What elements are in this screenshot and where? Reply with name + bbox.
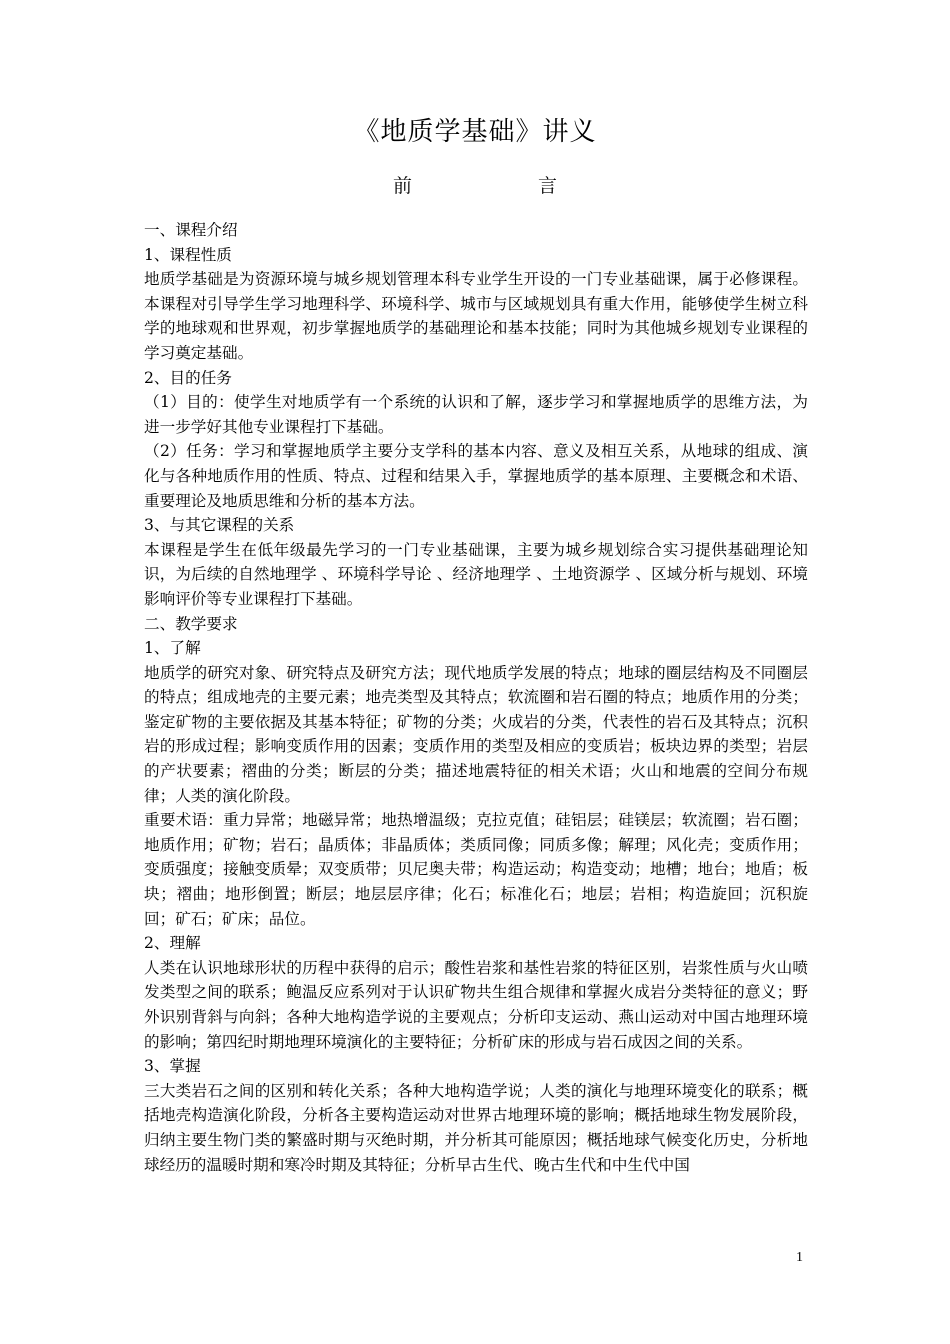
document-title: 《地质学基础》讲义 — [353, 117, 597, 147]
paragraph-master: 三大类岩石之间的区别和转化关系；各种大地构造学说；人类的演化与地理环境变化的联系；概括地壳构造演化阶段，分析各主要构造运动对世界古地理环境的影响；概括地球生物发展阶段，归纳主要生物门类的繁盛时期与灭绝时期，并分析其可能原因；概括地球气候变化历史，分析地球经历的温暖时期和寒冷时期及其特征；分析早古生代、晚古生代和中生代中国 — [144, 1081, 808, 1174]
paragraph-key-terms: 重要术语：重力异常；地磁异常；地热增温级；克拉克值；硅铝层；硅镁层；软流圈；岩石圈；地质作用；矿物；岩石；晶质体；非晶质体；类质同像；同质多像；解理；风化壳；变质作用；变质强度；接触变质晕；双变质带；贝尼奥夫带；构造运动；构造变动；地槽；地台；地盾；板块；褶曲；地形倒置；断层；地层层序律；化石；标准化石；地层；岩相；构造旋回；沉积旋回；矿石；矿床；品位。 — [144, 811, 808, 928]
section-heading-course-intro: 一、课程介绍 — [144, 221, 238, 239]
paragraph-task: （2）任务：学习和掌握地质学主要分支学科的基本内容、意义及相互关系，从地球的组成、演化与各种地质作用的性质、特点、过程和结果入手，掌握地质学的基本原理、主要概念和术语、重要理论及地质思维和分析的基本方法。 — [144, 442, 808, 510]
page-number: 1 — [796, 1250, 803, 1265]
paragraph-course-relations: 本课程是学生在低年级最先学习的一门专业基础课，主要为城乡规划综合实习提供基础理论知识，为后续的自然地理学 、环境科学导论 、经济地理学 、土地资源学 、区域分析与规划、环境影响评价等专业课程打下基础。 — [144, 540, 808, 608]
subheading-master: 3、掌握 — [144, 1057, 201, 1076]
subheading-understand-basic: 1、了解 — [144, 639, 201, 658]
document-body — [144, 218, 808, 1177]
section-heading-teaching-requirements: 二、教学要求 — [144, 614, 238, 633]
subheading-purpose-task: 2、目的任务 — [144, 368, 232, 387]
paragraph-comprehend: 人类在认识地球形状的历程中获得的启示；酸性岩浆和基性岩浆的特征区别，岩浆性质与火山喷发类型之间的联系；鲍温反应系列对于认识矿物共生组合规律和掌握火成岩分类特征的意义；野外识别背斜与向斜；各种大地构造学说的主要观点；分析印支运动、燕山运动对中国古地理环境的影响；第四纪时期地理环境演化的主要特征；分析矿床的形成与岩石成因之间的关系。 — [144, 958, 808, 1051]
subheading-comprehend: 2、理解 — [144, 934, 201, 953]
preface-heading: 前 言 — [392, 175, 598, 197]
paragraph-course-nature: 地质学基础是为资源环境与城乡规划管理本科专业学生开设的一门专业基础课，属于必修课程。本课程对引导学生学习地理科学、环境科学、城市与区域规划具有重大作用，能够使学生树立科学的地球观和世界观，初步掌握地质学的基础理论和基本技能；同时为其他城乡规划专业课程的学习奠定基础。 — [144, 270, 808, 362]
subheading-course-nature: 1、课程性质 — [144, 245, 232, 264]
subheading-course-relations: 3、与其它课程的关系 — [144, 516, 295, 535]
paragraph-understand-basic: 地质学的研究对象、研究特点及研究方法；现代地质学发展的特点；地球的圈层结构及不同圈层的特点；组成地壳的主要元素；地壳类型及其特点；软流圈和岩石圈的特点；地质作用的分类；鉴定矿物的主要依据及其基本特征；矿物的分类；火成岩的分类，代表性的岩石及其特点；沉积岩的形成过程；影响变质作用的因素；变质作用的类型及相应的变质岩；板块边界的类型；岩层的产状要素；褶曲的分类；断层的分类；描述地震特征的相关术语；火山和地震的空间分布规律；人类的演化阶段。 — [144, 663, 808, 805]
paragraph-purpose: （1）目的：使学生对地质学有一个系统的认识和了解，逐步学习和掌握地质学的思维方法，为进一步学好其他专业课程打下基础。 — [144, 393, 808, 436]
